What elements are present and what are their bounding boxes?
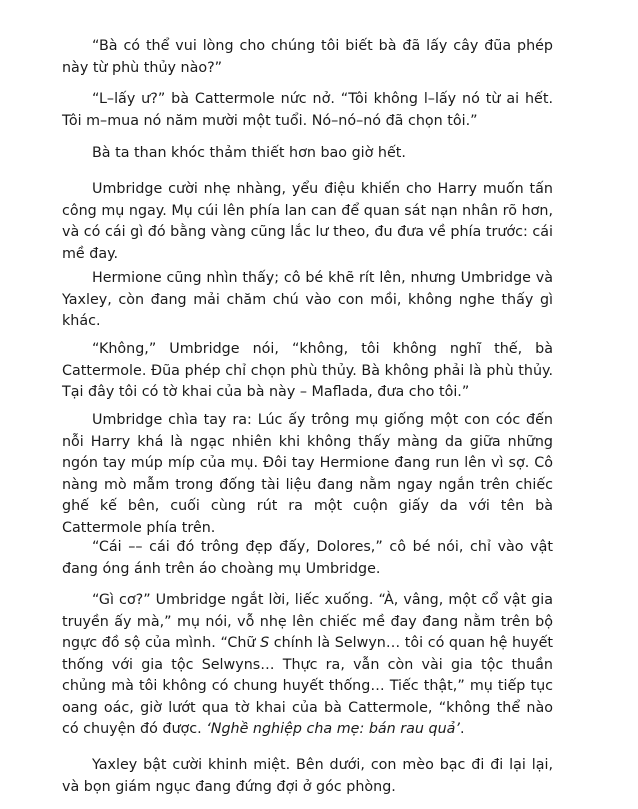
italic-text: S bbox=[260, 635, 270, 651]
paragraph: “Không,” Umbridge nói, “không, tôi không nghĩ thế, bà Cattermole. Đũa phép chỉ chọn phù thủy. Bà không phải là phù thủy. Tại đây tôi có tờ khai của bà này – Maflada, đưa cho tôi.” bbox=[62, 341, 553, 400]
paragraph: “Cái –– cái đó trông đẹp đấy, Dolores,” cô bé nói, chỉ vào vật đang óng ánh trên áo choàng mụ Umbridge. bbox=[62, 539, 553, 577]
paragraph bbox=[62, 590, 553, 741]
paragraph-text: . bbox=[459, 721, 465, 737]
paragraph: Hermione cũng nhìn thấy; cô bé khẽ rít lên, nhưng Umbridge và Yaxley, còn đang mải chăm chú vào con mồi, không nghe thấy gì khác. bbox=[62, 270, 553, 329]
paragraph-text: chính là Selwyn… tôi có quan hệ huyết thống với gia tộc Selwyns… Thực ra, vẫn còn vài gia tộc thuần chủng mà tôi không có chung huyết thống… Tiếc thật,” mụ tiếp tục oang oác, giờ lướt qua tờ khai của bà Cattermole, “không thể nào có chuyện đó được. bbox=[62, 635, 553, 737]
paragraph: Bà ta than khóc thảm thiết hơn bao giờ hết. bbox=[92, 145, 406, 161]
paragraph: “Bà có thể vui lòng cho chúng tôi biết bà đã lấy cây đũa phép này từ phù thủy nào?” bbox=[62, 38, 553, 76]
paragraph: Yaxley bật cười khinh miệt. Bên dưới, con mèo bạc đi đi lại lại, và bọn giám ngục đang đứng đợi ở góc phòng. bbox=[62, 757, 553, 795]
paragraph: Umbridge chìa tay ra: Lúc ấy trông mụ giống một con cóc đến nỗi Harry khá là ngạc nhiên khi không thấy màng da giữa những ngón tay múp míp của mụ. Đôi tay Hermione đang run lên vì sợ. Cô nàng mò mẫm trong đống tài liệu đang nằm ngay ngắn trên chiếc ghế kế bên, cuối cùng rút ra một cuộn giấy da với tên bà Cattermole phía trên. bbox=[62, 412, 553, 536]
italic-text: ‘Nghề nghiệp cha mẹ: bán rau quả’ bbox=[206, 721, 460, 737]
paragraph: “L–lấy ư?” bà Cattermole nức nở. “Tôi không l–lấy nó từ ai hết. Tôi m–mua nó năm mười một tuổi. Nó–nó–nó đã chọn tôi.” bbox=[62, 91, 553, 129]
paragraph: Umbridge cười nhẹ nhàng, yểu điệu khiến cho Harry muốn tấn công mụ ngay. Mụ cúi lên phía lan can để quan sát nạn nhân rõ hơn, và có cái gì đó bằng vàng cũng lắc lư theo, đu đưa về phía trước: cái mề đay. bbox=[62, 181, 553, 262]
paragraph-text: “Gì cơ?” Umbridge ngắt lời, liếc xuống. “À, vâng, một cổ vật gia truyền ấy mà,” mụ nói, vỗ nhẹ lên chiếc mề đay đang nằm trên bộ ngực đồ sộ của mình. “Chữ bbox=[62, 592, 553, 651]
